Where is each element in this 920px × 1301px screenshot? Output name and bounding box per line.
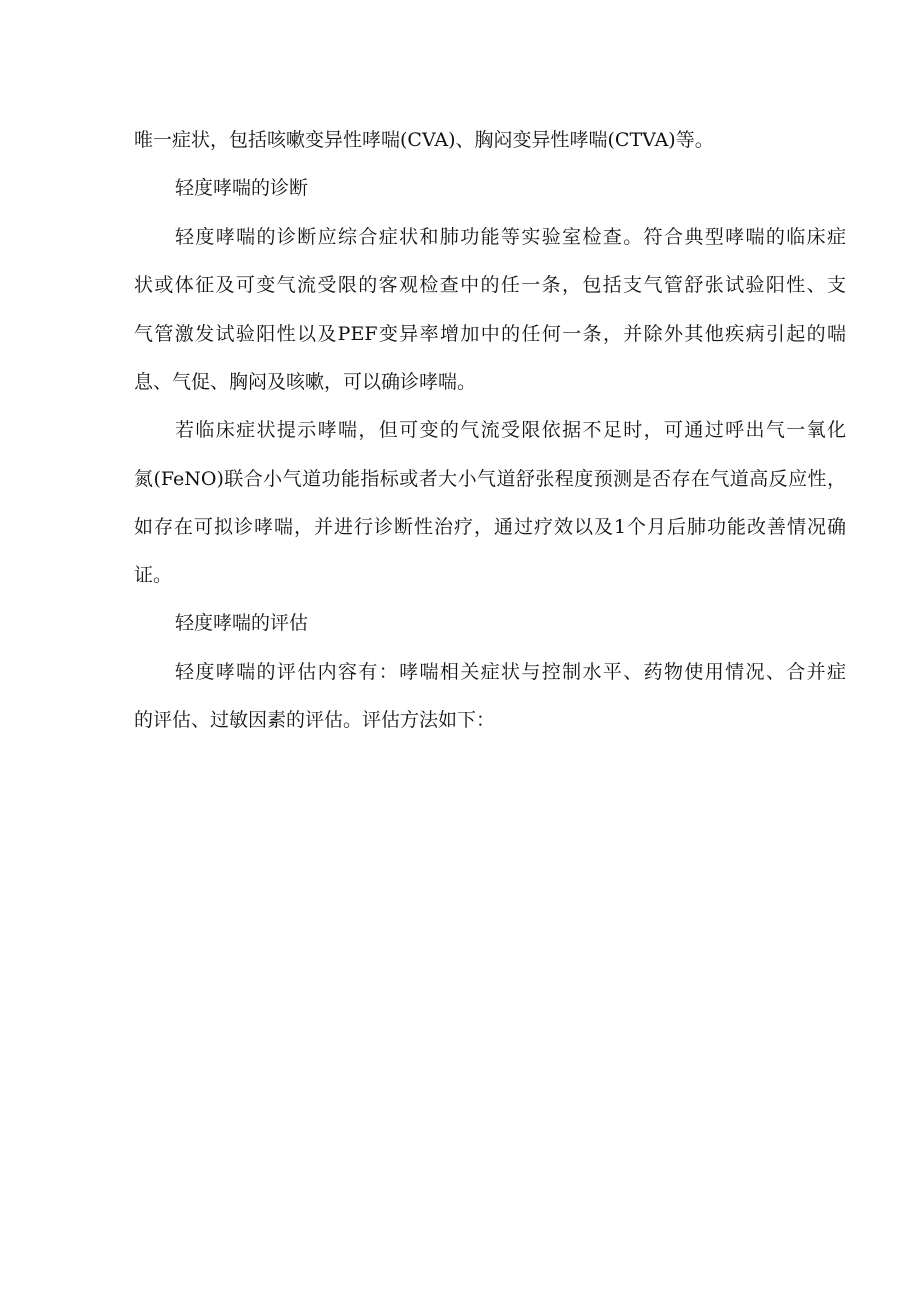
section-heading-assessment: 轻度哮喘的评估 bbox=[175, 612, 309, 634]
intro-tail-line: 唯一症状，包括咳嗽变异性哮喘(CVA)、胸闷变异性哮喘(CTVA)等。 bbox=[134, 129, 714, 151]
paragraph-line: 证。 bbox=[134, 564, 173, 586]
paragraph-line: 若临床症状提示哮喘，但可变的气流受限依据不足时，可通过呼出气一氧化 bbox=[175, 419, 846, 441]
paragraph-line: 息、气促、胸闷及咳嗽，可以确诊哮喘。 bbox=[134, 371, 477, 393]
paragraph-line: 轻度哮喘的诊断应综合症状和肺功能等实验室检查。符合典型哮喘的临床症 bbox=[175, 226, 846, 248]
paragraph-line: 氮(FeNO)联合小气道功能指标或者大小气道舒张程度预测是否存在气道高反应性， bbox=[134, 468, 846, 490]
paragraph-line: 状或体征及可变气流受限的客观检查中的任一条，包括支气管舒张试验阳性、支 bbox=[134, 274, 846, 296]
section-heading-diagnosis: 轻度哮喘的诊断 bbox=[175, 177, 309, 199]
paragraph-line: 气管激发试验阳性以及PEF变异率增加中的任何一条，并除外其他疾病引起的喘 bbox=[134, 323, 846, 345]
paragraph-line: 轻度哮喘的评估内容有：哮喘相关症状与控制水平、药物使用情况、合并症 bbox=[175, 661, 846, 683]
paragraph-line: 的评估、过敏因素的评估。评估方法如下： bbox=[134, 709, 496, 731]
paragraph-line: 如存在可拟诊哮喘，并进行诊断性治疗，通过疗效以及1个月后肺功能改善情况确 bbox=[134, 516, 846, 538]
